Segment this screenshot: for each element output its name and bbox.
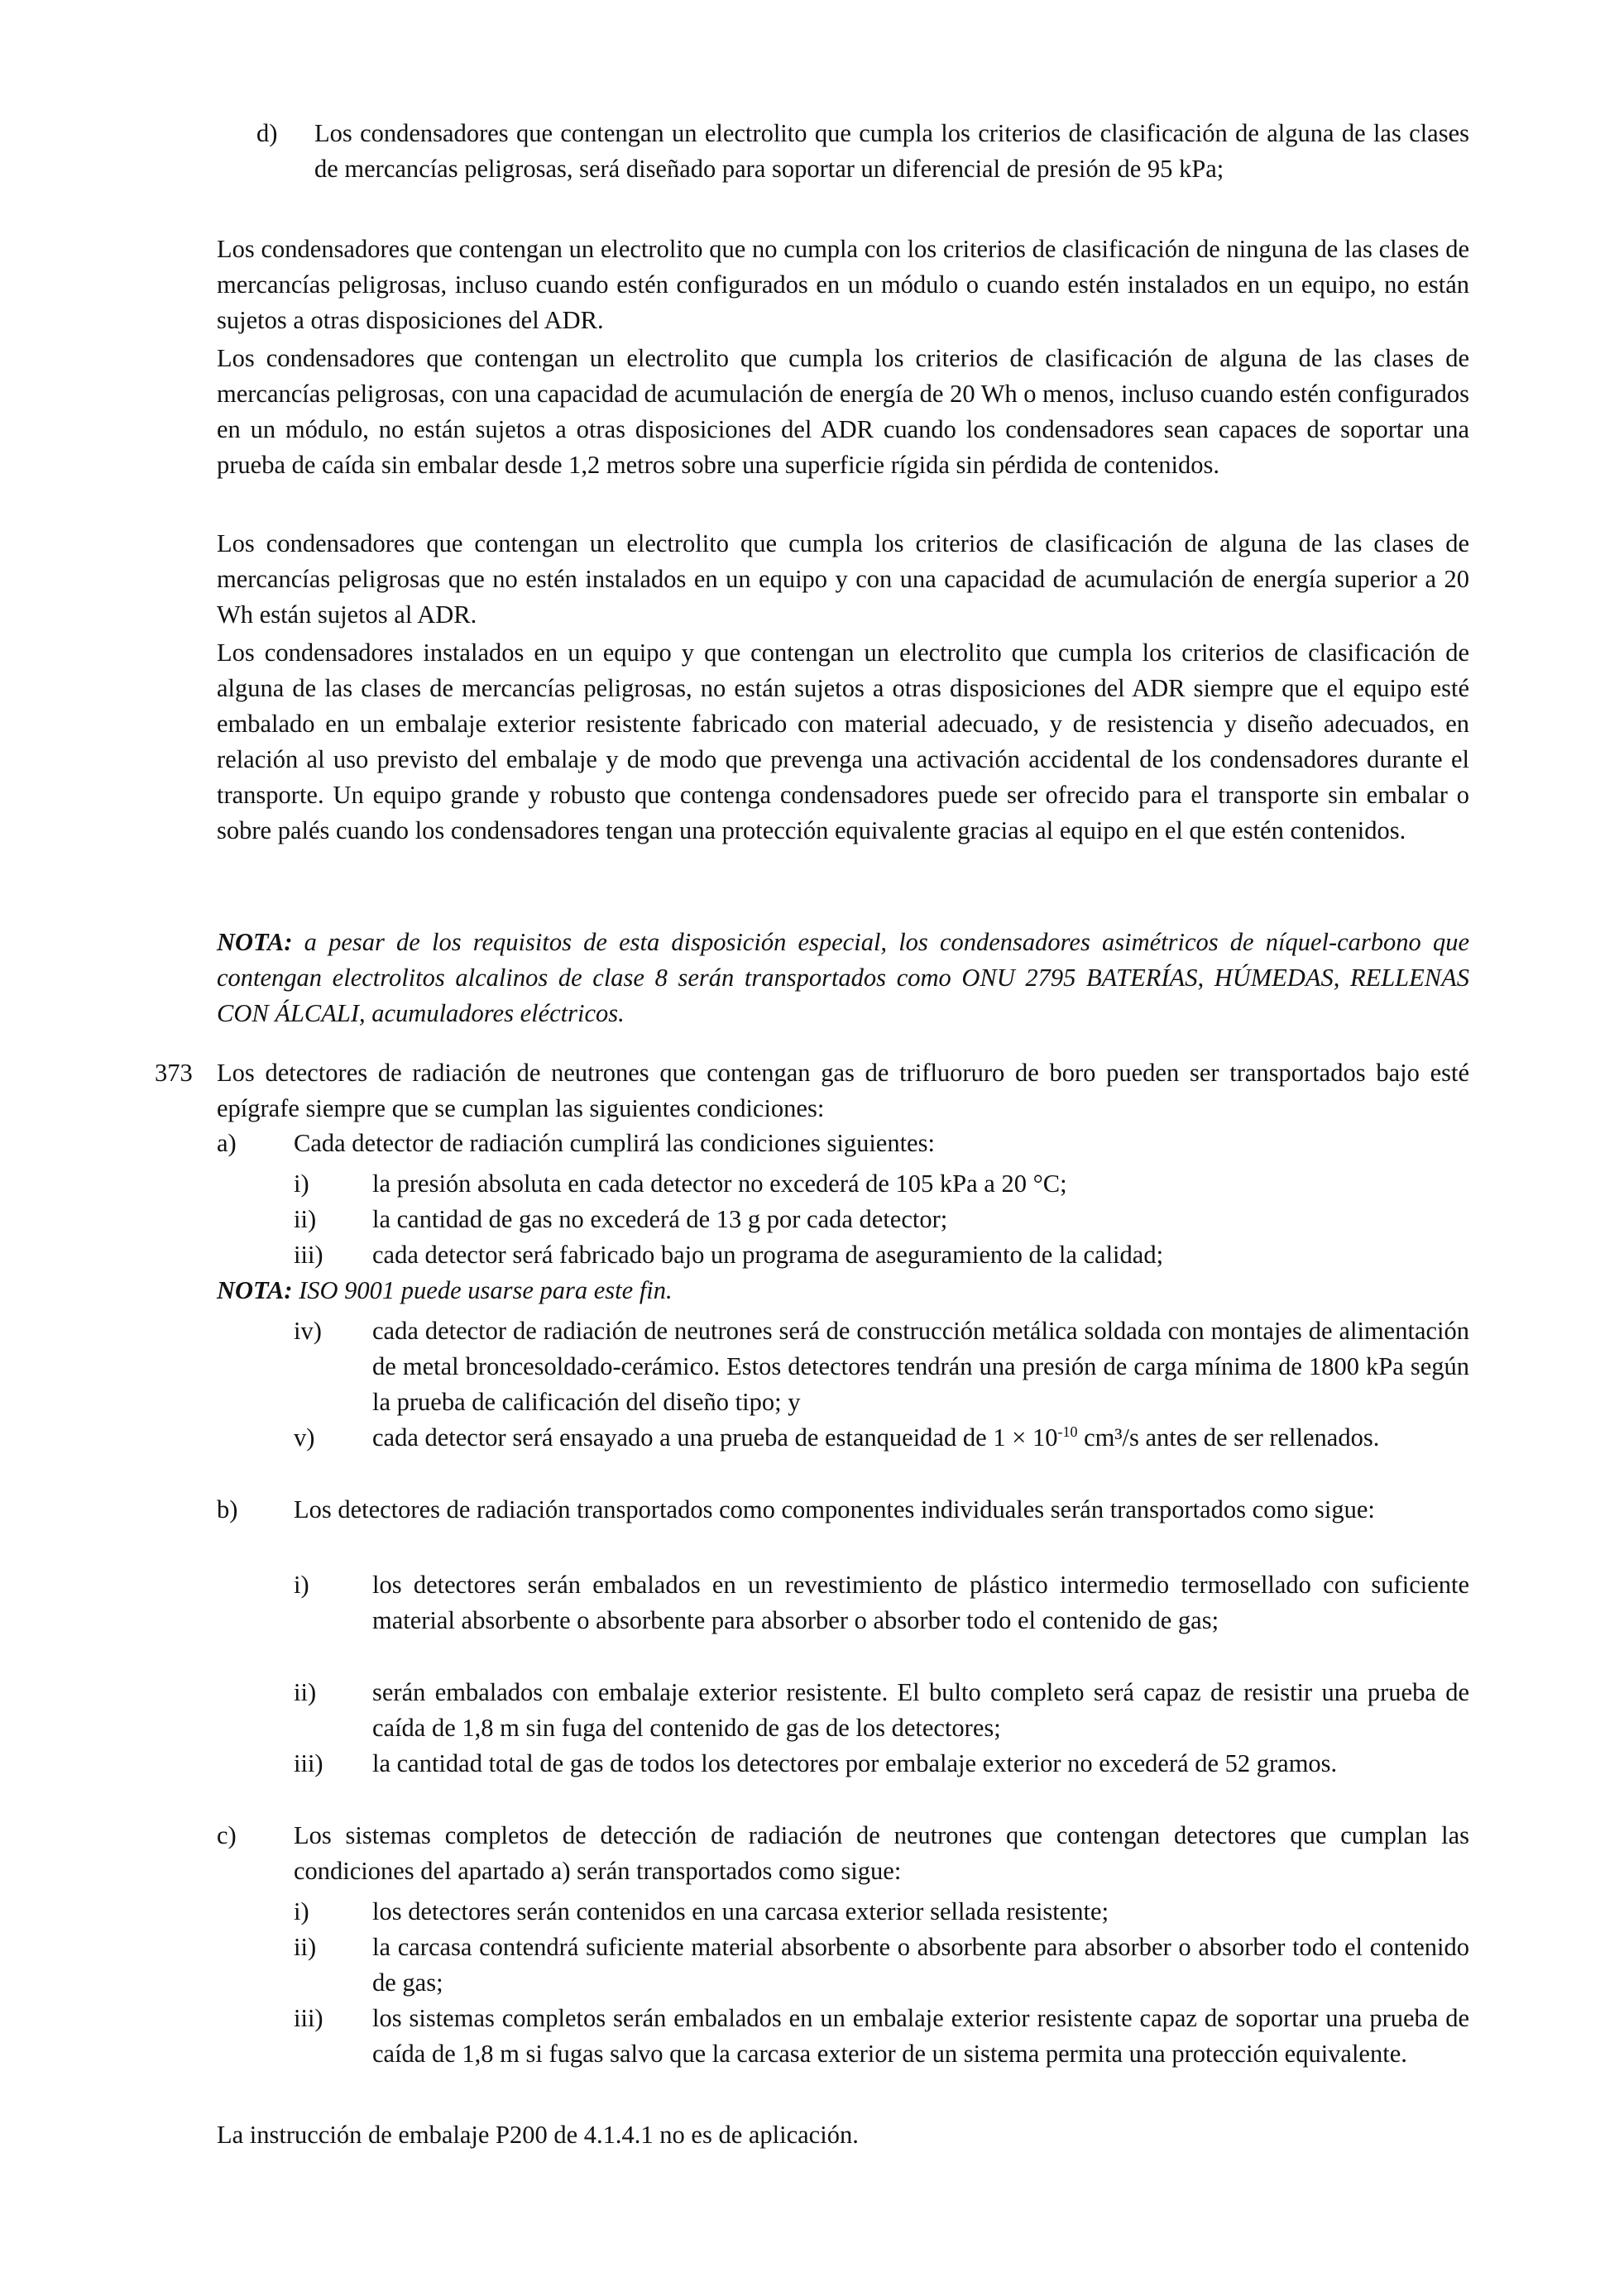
- item-label-c: c): [217, 1821, 237, 1849]
- item-label-a: a): [217, 1129, 237, 1157]
- subitem-label: iv): [294, 1317, 322, 1345]
- subitem-text: los sistemas completos serán embalados en un embalaje exterior resistente capaz de soportar una prueba de caída de 1,8 m si fugas salvo que la carcasa exterior de un sistema permita una protección equivalente.: [372, 2004, 1469, 2068]
- paragraph-2: Los condensadores que contengan un electrolito que cumpla los criterios de clasificación de alguna de las clases de mercancías peligrosas, con una capacidad de acumulación de energía de 20 Wh o menos, incluso cuando estén configurados en un módulo, no están sujetos a otras disposiciones del ADR cuando los condensadores sean capaces de soportar una prueba de caída sin embalar desde 1,2 metros sobre una superficie rígida sin pérdida de contenidos.: [217, 344, 1470, 479]
- subitem-label: ii): [294, 1205, 317, 1233]
- item-label-d: d): [256, 119, 278, 147]
- subitem-text: cada detector será fabricado bajo un programa de aseguramiento de la calidad;: [372, 1241, 1164, 1269]
- provision-number: 373: [155, 1059, 193, 1087]
- note-label: NOTA:: [217, 928, 293, 956]
- subitem-text: serán embalados con embalaje exterior resistente. El bulto completo será capaz de resistir una prueba de caída de 1,8 m sin fuga del contenido de gas de los detectores;: [372, 1678, 1469, 1742]
- subitem-text: la presión absoluta en cada detector no excederá de 105 kPa a 20 °C;: [372, 1170, 1067, 1198]
- item-label-b: b): [217, 1495, 238, 1523]
- subitem-label: iii): [294, 1241, 323, 1269]
- subitem-label: iii): [294, 2004, 323, 2032]
- subitem-text: cada detector de radiación de neutrones será de construcción metálica soldada con montajes de alimentación de metal broncesoldado-cerámico. Estos detectores tendrán una presión de carga mínima de 1800 kPa según la prueba de calificación del diseño tipo; y: [372, 1317, 1469, 1416]
- subitem-text: la carcasa contendrá suficiente material absorbente o absorbente para absorber o absorber todo el contenido de gas;: [372, 1933, 1469, 1997]
- subitem-label: i): [294, 1571, 309, 1599]
- paragraph-1: Los condensadores que contengan un electrolito que no cumpla con los criterios de clasificación de ninguna de las clases de mercancías peligrosas, incluso cuando estén configurados en un módulo o cuando estén instalados en un equipo, no están sujetos a otras disposiciones del ADR.: [217, 235, 1469, 334]
- subitem-text: los detectores serán embalados en un revestimiento de plástico intermedio termosellado con suficiente material absorbente o absorbente para absorber o absorber todo el contenido de gas;: [372, 1571, 1469, 1634]
- note-text: a pesar de los requisitos de esta disposición especial, los condensadores asimétricos de níquel-carbono que contengan electrolitos alcalinos de clase 8 serán transportados como ONU 2795 BATERÍAS, HÚMEDAS, RELLENAS CON ÁLCALI, acumuladores eléctricos.: [217, 928, 1469, 1027]
- subitem-text: la cantidad de gas no excederá de 13 g por cada detector;: [372, 1205, 948, 1233]
- note-label: NOTA:: [217, 1276, 293, 1304]
- subitem-text: los detectores serán contenidos en una carcasa exterior sellada resistente;: [372, 1897, 1109, 1925]
- note-text: ISO 9001 puede usarse para este fin.: [299, 1276, 673, 1304]
- subitem-text-part: cm³/s antes de ser rellenados.: [1077, 1423, 1380, 1452]
- subitem-label: i): [294, 1170, 309, 1198]
- item-text-b: Los detectores de radiación transportados como componentes individuales serán transportados como sigue:: [294, 1495, 1375, 1523]
- closing-line: La instrucción de embalaje P200 de 4.1.4.1 no es de aplicación.: [217, 2121, 859, 2149]
- subitem-label: iii): [294, 1749, 323, 1777]
- item-text-a: Cada detector de radiación cumplirá las condiciones siguientes:: [294, 1129, 935, 1157]
- note-paragraph: [217, 925, 1469, 1031]
- subitem-text: la cantidad total de gas de todos los detectores por embalaje exterior no excederá de 52 gramos.: [372, 1749, 1338, 1777]
- subitem-label: ii): [294, 1933, 317, 1961]
- subitem-label: i): [294, 1897, 309, 1925]
- subitem-text: [372, 1420, 1469, 1456]
- subitem-label: ii): [294, 1678, 317, 1706]
- provision-intro: Los detectores de radiación de neutrones que contengan gas de trifluoruro de boro pueden ser transportados bajo esté epígrafe siempre que se cumplan las siguientes condiciones:: [217, 1059, 1469, 1122]
- note-iso: [217, 1273, 1469, 1308]
- exponent: -10: [1057, 1423, 1078, 1440]
- paragraph-4: Los condensadores instalados en un equipo y que contengan un electrolito que cumpla los criterios de clasificación de alguna de las clases de mercancías peligrosas, no están sujetos a otras disposiciones del ADR siempre que el equipo esté embalado en un embalaje exterior resistente fabricado con material adecuado, y de resistencia y diseño adecuados, en relación al uso previsto del embalaje y de modo que prevenga una activación accidental de los condensadores durante el transporte. Un equipo grande y robusto que contenga condensadores puede ser ofrecido para el transporte sin embalar o sobre palés cuando los condensadores tengan una protección equivalente gracias al equipo en el que estén contenidos.: [217, 639, 1469, 844]
- subitem-label: v): [294, 1423, 315, 1452]
- subitem-text-part: cada detector será ensayado a una prueba de estanqueidad de 1 × 10: [372, 1423, 1058, 1452]
- paragraph-3: Los condensadores que contengan un electrolito que cumpla los criterios de clasificación de alguna de las clases de mercancías peligrosas que no estén instalados en un equipo y con una capacidad de acumulación de energía superior a 20 Wh están sujetos al ADR.: [217, 529, 1469, 629]
- item-text-d: Los condensadores que contengan un electrolito que cumpla los criterios de clasificación de alguna de las clases de mercancías peligrosas, será diseñado para soportar un diferencial de presión de 95 kPa;: [314, 119, 1469, 183]
- item-text-c: Los sistemas completos de detección de radiación de neutrones que contengan detectores que cumplan las condiciones del apartado a) serán transportados como sigue:: [294, 1821, 1469, 1885]
